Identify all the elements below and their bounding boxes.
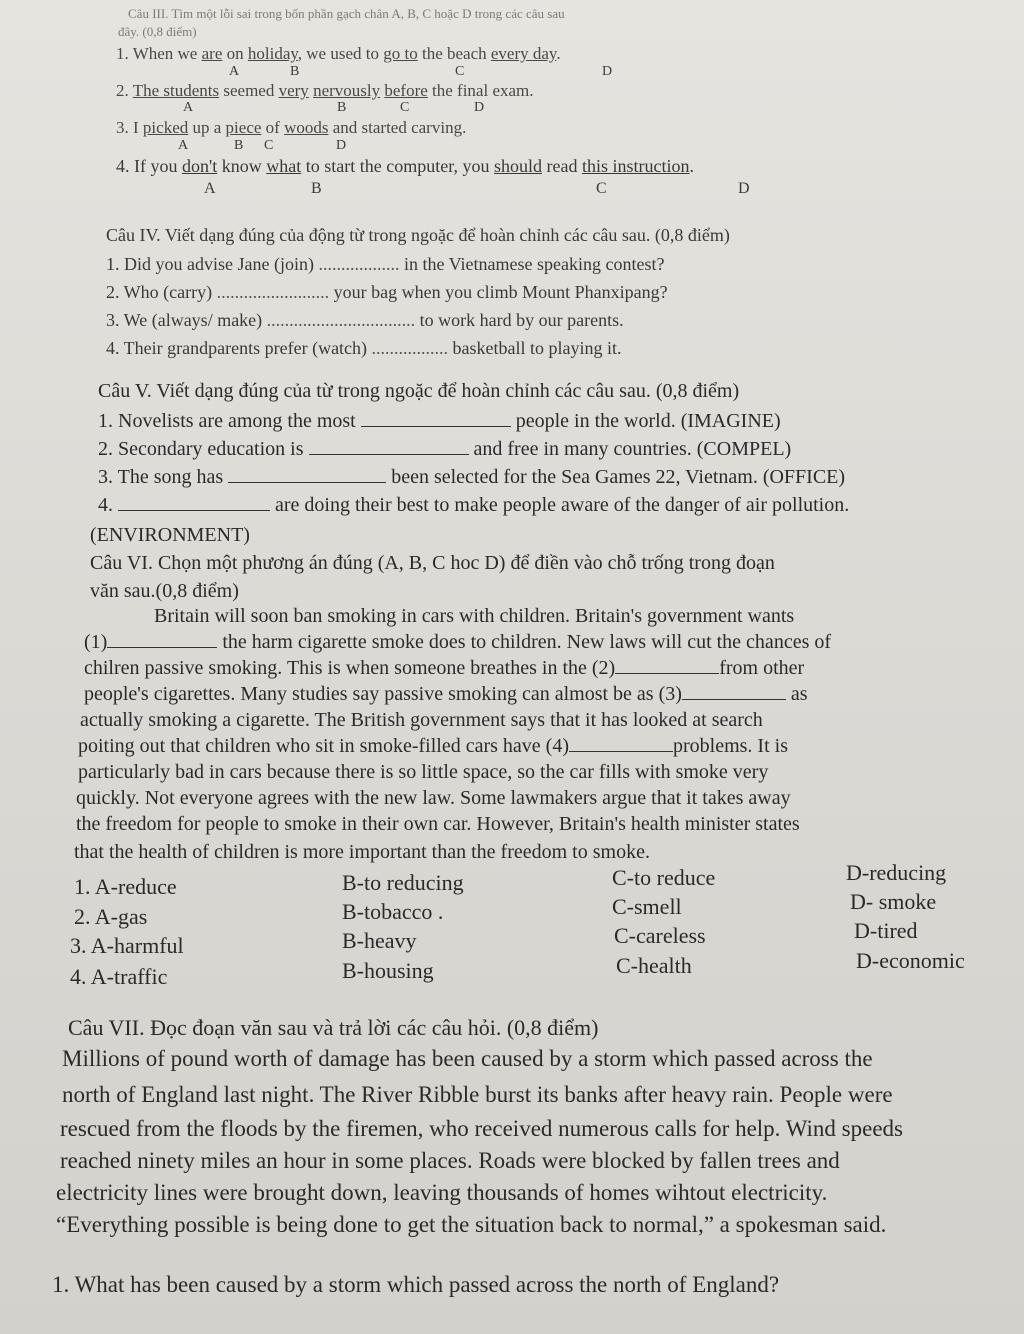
text: of (261, 118, 285, 137)
text: people's cigarettes. Many studies say passive smoking can almost be as (3) (84, 683, 682, 705)
section-4-title: Câu IV. Viết dạng đúng của động từ trong ngoặc để hoàn chỉnh các câu sau. (0,8 điểm) (106, 225, 730, 245)
option-3b[interactable]: B-heavy (342, 928, 417, 953)
text: . (556, 44, 561, 63)
option-4b[interactable]: B-housing (342, 958, 434, 983)
reading-line: reached ninety miles an hour in some places. Roads were blocked by fallen trees and (60, 1148, 840, 1173)
gap-1[interactable] (107, 647, 217, 648)
reading-line: rescued from the floods by the firemen, who received numerous calls for help. Wind speeds (60, 1116, 904, 1141)
underlined-b: very (278, 81, 309, 100)
section-6-points: văn sau.(0,8 điểm) (90, 580, 239, 602)
option-4c[interactable]: C-health (616, 953, 692, 978)
text: problems. It is (673, 735, 788, 757)
reading-line: electricity lines were brought down, leaving thousands of homes wihtout electricity. (56, 1180, 828, 1205)
text: 2. (116, 81, 133, 100)
text: been selected for the Sea Games 22, Vietnam. (OFFICE) (386, 466, 846, 488)
underlined-c: nervously (313, 81, 381, 100)
q4-item-3 (106, 310, 624, 331)
underlined-c: go to (383, 44, 418, 63)
text: . (689, 156, 694, 176)
reading-line: “Everything possible is being done to get the situation back to normal,” a spokesman said. (56, 1212, 887, 1237)
text: 1. Did you advise Jane (join) (106, 254, 319, 274)
option-3a[interactable]: 3. A-harmful (70, 933, 184, 958)
reading-line: north of England last night. The River Ribble burst its banks after heavy rain. People were (62, 1082, 893, 1107)
q5-item-2 (98, 438, 791, 461)
option-2b[interactable]: B-tobacco . (342, 899, 444, 924)
text: 4. (98, 494, 118, 516)
passage-line (84, 683, 808, 706)
label-b: B (290, 64, 300, 79)
text: know (217, 156, 267, 176)
text: are doing their best to make people aware of the danger of air pollution. (270, 494, 850, 516)
q5-item-3 (98, 466, 845, 489)
underlined-a: are (201, 44, 223, 63)
label-d: D (336, 138, 347, 153)
q4-item-4 (106, 338, 622, 359)
underlined-d: this instruction (582, 156, 690, 176)
q4-item-1 (106, 254, 664, 275)
option-3d[interactable]: D-tired (854, 918, 918, 943)
option-1a[interactable]: 1. A-reduce (74, 874, 177, 899)
passage-line (84, 657, 804, 680)
q3-sentence-1 (116, 44, 561, 64)
answer-blank[interactable] (118, 510, 270, 511)
gap-4[interactable] (569, 751, 673, 752)
reading-question-1: 1. What has been caused by a storm which passed across the north of England? (52, 1272, 780, 1297)
label-a: A (204, 180, 216, 197)
text: 3. We (always/ make) (106, 310, 267, 330)
text: 4. If you (116, 156, 182, 176)
text: poiting out that children who sit in smoke-filled cars have (4) (78, 735, 569, 757)
answer-blank[interactable]: ................................. (266, 310, 416, 330)
section-5-title: Câu V. Viết dạng đúng của từ trong ngoặc để hoàn chỉnh các câu sau. (0,8 điểm) (98, 380, 740, 402)
answer-blank[interactable]: .................. (318, 254, 400, 274)
text: (1) (84, 631, 108, 653)
underlined-c: woods (284, 118, 329, 137)
option-4a[interactable]: 4. A-traffic (70, 964, 168, 989)
underlined-c: should (494, 156, 543, 176)
option-2c[interactable]: C-smell (612, 894, 682, 919)
passage-line: Britain will soon ban smoking in cars with children. Britain's government wants (154, 605, 795, 627)
text: 3. I (116, 118, 143, 137)
label-b: B (311, 180, 322, 197)
underlined-b: piece (225, 118, 262, 137)
text: 1. Novelists are among the most (98, 410, 361, 432)
text: on (222, 44, 248, 63)
label-a: A (229, 64, 240, 79)
q5-item-4-word: (ENVIRONMENT) (90, 524, 250, 546)
gap-3[interactable] (682, 699, 786, 700)
label-d: D (474, 100, 485, 115)
passage-line: particularly bad in cars because there is so little space, so the car fills with smoke very (78, 761, 769, 783)
passage-line: actually smoking a cigarette. The British government says that it has looked at search (80, 709, 763, 731)
option-1d[interactable]: D-reducing (846, 860, 947, 885)
text: to start the computer, you (301, 156, 494, 176)
underlined-a: picked (142, 118, 189, 137)
option-1b[interactable]: B-to reducing (342, 870, 464, 895)
text: 2. Secondary education is (98, 438, 309, 460)
text: the harm cigarette smoke does to children. New laws will cut the chances of (217, 631, 832, 653)
label-b: B (337, 100, 347, 115)
text: people in the world. (IMAGINE) (510, 410, 781, 432)
underlined-a: don't (182, 156, 218, 176)
text: and free in many countries. (COMPEL) (468, 438, 792, 460)
label-c: C (455, 64, 465, 79)
answer-blank[interactable] (309, 454, 469, 455)
text: 2. Who (carry) (106, 282, 217, 302)
section-3-title: Câu III. Tìm một lỗi sai trong bốn phần gạch chân A, B, C hoặc D trong các câu sau (128, 6, 565, 21)
option-4d[interactable]: D-economic (856, 948, 965, 973)
text: your bag when you climb Mount Phanxipang? (329, 282, 668, 302)
section-7-title: Câu VII. Đọc đoạn văn sau và trả lời các câu hỏi. (0,8 điểm) (68, 1015, 599, 1040)
option-3c[interactable]: C-careless (614, 923, 706, 948)
underlined-d: before (384, 81, 428, 100)
option-2d[interactable]: D- smoke (850, 889, 937, 914)
passage-line (78, 735, 788, 758)
label-a: A (178, 138, 189, 153)
text: the final exam. (427, 81, 534, 100)
label-d: D (738, 180, 750, 197)
text: read (542, 156, 582, 176)
text: , we used to (297, 44, 384, 63)
text: seemed (219, 81, 279, 100)
text: 3. The song has (98, 466, 229, 488)
text: in the Vietnamese speaking contest? (399, 254, 665, 274)
answer-blank[interactable] (228, 482, 386, 483)
label-d: D (602, 64, 613, 79)
text: chilren passive smoking. This is when someone breathes in the (2) (84, 657, 616, 679)
text: from other (719, 657, 805, 679)
text: and started carving. (328, 118, 467, 137)
text: as (790, 683, 808, 705)
q3-sentence-4 (116, 156, 694, 177)
text: the beach (417, 44, 491, 63)
reading-line: Millions of pound worth of damage has been caused by a storm which passed across the (62, 1046, 873, 1071)
section-3-points: đây. (0,8 điểm) (118, 24, 197, 39)
answer-blank[interactable]: ................. (371, 338, 449, 358)
q3-sentence-2 (116, 81, 534, 101)
q3-sentence-3 (116, 118, 466, 138)
option-2a[interactable]: 2. A-gas (74, 904, 148, 929)
answer-blank[interactable]: ......................... (216, 282, 330, 302)
q5-item-1 (98, 410, 781, 433)
text: 1. When we (116, 44, 202, 63)
text: 4. Their grandparents prefer (watch) (106, 338, 372, 358)
passage-line: the freedom for people to smoke in their own car. However, Britain's health minister states (76, 813, 800, 835)
text: up a (188, 118, 226, 137)
passage-line: quickly. Not everyone agrees with the new law. Some lawmakers argue that it takes away (76, 787, 791, 809)
underlined-b: holiday (247, 44, 298, 63)
q5-item-4 (98, 494, 849, 517)
underlined-d: every day (490, 44, 557, 63)
text: to work hard by our parents. (415, 310, 624, 330)
label-c: C (400, 100, 410, 115)
label-c: C (264, 138, 274, 153)
passage-line: that the health of children is more important than the freedom to smoke. (74, 841, 650, 863)
text: basketball to playing it. (448, 338, 622, 358)
q4-item-2 (106, 282, 668, 303)
label-a: A (183, 100, 194, 115)
underlined-a: The students (132, 81, 220, 100)
section-6-title: Câu VI. Chọn một phương án đúng (A, B, C hoc D) để điền vào chỗ trống trong đoạn (90, 552, 775, 574)
answer-blank[interactable] (361, 426, 511, 427)
label-c: C (596, 180, 607, 197)
option-1c[interactable]: C-to reduce (612, 865, 716, 890)
label-b: B (234, 138, 244, 153)
underlined-b: what (266, 156, 302, 176)
gap-2[interactable] (615, 673, 719, 674)
passage-line (84, 631, 831, 654)
